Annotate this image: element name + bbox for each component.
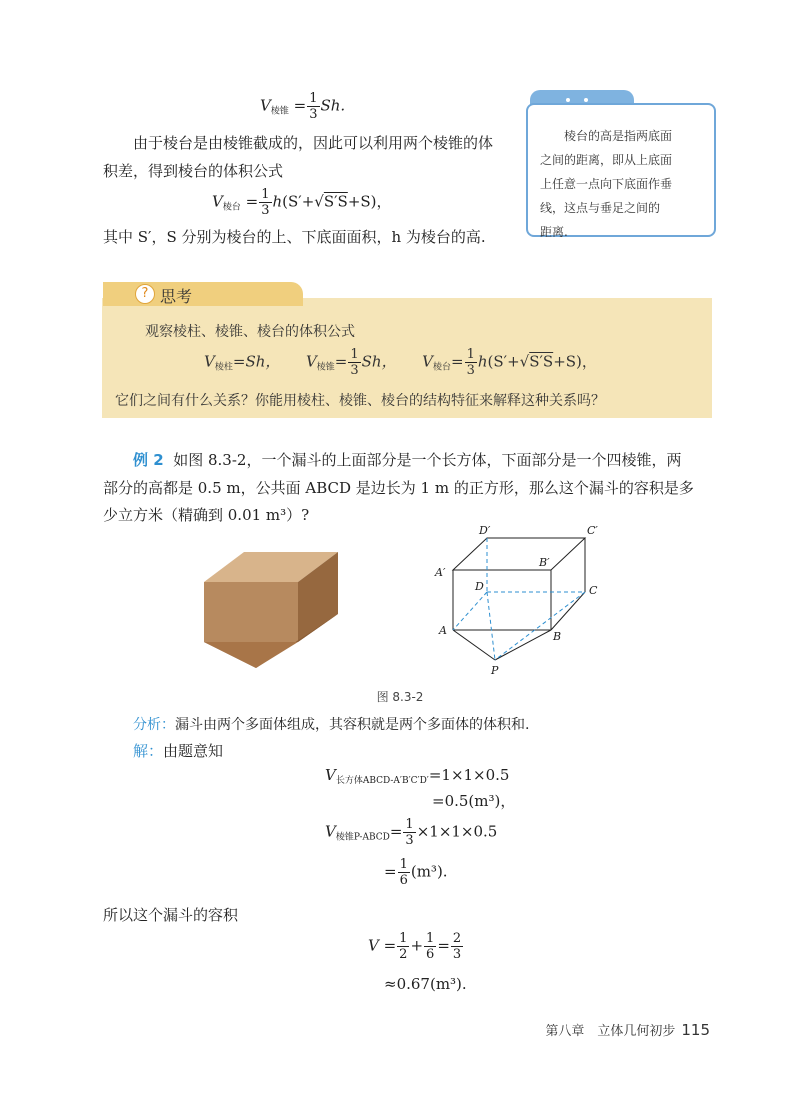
v1-result: =0.5(m³)， xyxy=(432,792,516,810)
analysis-label: 分析： xyxy=(133,717,175,733)
hidden-edge xyxy=(453,592,487,630)
fraction-one-sixth xyxy=(398,858,410,887)
formula-subscript: 棱柱 xyxy=(214,362,233,373)
label-c: C xyxy=(589,584,598,597)
fraction-one-sixth xyxy=(424,932,436,961)
formula-subscript: 棱锥 xyxy=(316,362,335,373)
label-a: A xyxy=(439,624,447,637)
pyramid-rhs: Sh， xyxy=(361,352,397,371)
fraction-one-half xyxy=(397,932,409,961)
label-b-prime: B′ xyxy=(539,556,550,569)
label-a-prime: A′ xyxy=(435,566,446,579)
geometry-figure xyxy=(425,520,615,680)
funnel-front-face xyxy=(204,582,298,642)
think-formulas: $V_{棱柱}=Sh$， $V_{棱锥}=$ $\frac{1}{3}$ Sh， $V_{棱台}=$ $\frac{1}{3}$ h(S′+√S′S+S)， xyxy=(204,347,597,378)
dot-icon xyxy=(584,98,588,102)
hidden-edge xyxy=(487,592,495,660)
formula-subscript: 长方体ABCD-A′B′C′D′ xyxy=(335,776,429,786)
numerator: 1 xyxy=(350,347,359,362)
edge xyxy=(551,592,585,630)
equals-sign: = xyxy=(293,96,307,115)
analysis-line xyxy=(133,714,529,734)
paragraph-line: 其中 S′，S 分别为棱台的上、下底面面积，h 为棱台的高. xyxy=(103,228,486,246)
formula-v: V xyxy=(212,192,223,211)
side-note-line: 之间的距离，即从上底面 xyxy=(540,153,673,167)
fraction-one-third xyxy=(403,818,415,847)
denominator: 3 xyxy=(309,107,318,122)
sqrt-term: S′S xyxy=(323,192,348,211)
analysis-text: 漏斗由两个多面体组成，其容积就是两个多面体的体积和. xyxy=(175,717,530,733)
formula-h: h xyxy=(477,352,488,371)
numerator: 1 xyxy=(466,347,475,362)
funnel-illustration xyxy=(198,540,348,675)
sqrt-term: S′S xyxy=(529,352,554,371)
fraction-one-third xyxy=(465,348,477,377)
example-text: 如图 8.3-2，一个漏斗的上面部分是一个长方体，下面部分是一个四棱锥，两 xyxy=(173,451,682,469)
denominator: 3 xyxy=(350,363,359,378)
solve-line xyxy=(133,740,223,761)
fraction-one-third xyxy=(259,188,271,217)
v2-result xyxy=(384,858,448,887)
label-d: D xyxy=(475,580,484,593)
v2-equation: $V_{棱锥P-ABCD}=$ $\frac{1}{3}$ ×1×1×0.5 xyxy=(325,817,498,848)
question-icon: ? xyxy=(135,284,155,304)
denominator: 3 xyxy=(452,947,462,962)
formula-subscript: 棱锥P-ABCD xyxy=(335,832,390,843)
side-note-line: 上任意一点向下底面作垂 xyxy=(540,177,673,191)
numerator: 1 xyxy=(399,931,408,946)
v1-equation: $V_{长方体ABCD-A'B'C'D'}=1\times 1\times 0.5$ xyxy=(325,766,510,786)
top-face-edges xyxy=(453,538,585,570)
edge xyxy=(453,630,495,660)
formula-subscript: 棱锥 xyxy=(270,106,289,117)
side-note-line: 线，这点与垂足之间的 xyxy=(540,201,661,215)
formula-rhs: Sh. xyxy=(320,96,346,115)
denominator: 3 xyxy=(466,363,475,378)
side-note-line: 距离. xyxy=(540,225,568,239)
equals-sign: = xyxy=(232,352,246,371)
denominator: 3 xyxy=(261,203,270,218)
denominator: 3 xyxy=(405,833,414,848)
formula-subscript: 棱台 xyxy=(433,362,452,373)
fraction-two-thirds xyxy=(451,932,463,961)
side-note-line: 棱台的高是指两底面 xyxy=(564,129,673,143)
denominator: 6 xyxy=(399,873,408,888)
label-c-prime: C′ xyxy=(587,524,598,537)
page-number: 115 xyxy=(681,1021,710,1039)
paragraph-line: 由于棱台是由棱锥截成的，因此可以利用两个棱锥的体 xyxy=(133,134,494,152)
prism-rhs: Sh， xyxy=(245,352,281,371)
solve-text: 由题意知 xyxy=(163,742,224,760)
v2-rhs: ×1×1×0.5 xyxy=(416,822,498,841)
denominator: 2 xyxy=(399,947,408,962)
equals-sign: = xyxy=(451,352,464,371)
label-b: B xyxy=(553,630,562,643)
think-line: 它们之间有什么关系？你能用棱柱、棱锥、棱台的结构特征来解释这种关系吗？ xyxy=(115,393,605,409)
page-footer xyxy=(545,1020,710,1039)
final-result: ≈0.67(m³). xyxy=(384,975,467,993)
formula-v: V xyxy=(260,96,271,115)
solve-label: 解： xyxy=(133,742,164,760)
chapter-title: 第八章 立体几何初步 xyxy=(545,1024,676,1039)
pyramid-volume-formula xyxy=(260,92,345,121)
formula-part: +S)， xyxy=(553,352,597,371)
v2-unit: (m³). xyxy=(410,862,448,881)
formula-part: (S′+ xyxy=(282,192,315,211)
numerator: 1 xyxy=(426,931,435,946)
equals-sign: = xyxy=(245,192,259,211)
v1-rhs: =1×1×0.5 xyxy=(428,766,510,784)
think-tab xyxy=(103,282,303,306)
example-line xyxy=(133,449,681,470)
example-line: 少立方米（精确到 0.01 m³）? xyxy=(103,506,310,524)
label-d-prime: D′ xyxy=(479,524,491,537)
equals-sign: = xyxy=(384,862,397,881)
figure-caption: 图 8.3-2 xyxy=(376,690,424,704)
conclusion-line: 所以这个漏斗的容积 xyxy=(103,906,239,924)
edge xyxy=(495,630,551,660)
denominator: 6 xyxy=(426,947,435,962)
example-label: 例 2 xyxy=(133,451,164,469)
equals-sign: = xyxy=(389,822,403,841)
funnel-pyramid-front xyxy=(204,642,298,668)
paragraph-line: 积差，得到棱台的体积公式 xyxy=(103,162,284,180)
numerator: 1 xyxy=(399,857,408,872)
numerator: 2 xyxy=(452,931,462,946)
frustum-volume-formula: $V_{棱台}$ = $\frac{1}{3}$ h(S′+√S′S+S)， xyxy=(212,187,392,218)
think-title: 思考 xyxy=(160,287,193,306)
fraction-one-third xyxy=(348,348,360,377)
total-lhs: V = xyxy=(368,936,397,955)
formula-part: (S′+ xyxy=(487,352,520,371)
equals-sign: = xyxy=(437,936,450,955)
numerator: 1 xyxy=(261,187,270,202)
formula-part: +S)， xyxy=(347,192,392,211)
formula-h: h xyxy=(272,192,283,211)
numerator: 1 xyxy=(405,817,414,832)
fraction-one-third xyxy=(307,92,319,121)
numerator: 1 xyxy=(309,91,318,106)
label-p: P xyxy=(491,664,499,677)
side-note-text xyxy=(540,124,700,244)
hidden-edge xyxy=(495,592,585,660)
think-line: 观察棱柱、棱锥、棱台的体积公式 xyxy=(145,324,355,340)
plus-sign: + xyxy=(410,936,424,955)
equals-sign: = xyxy=(334,352,348,371)
example-line: 部分的高都是 0.5 m，公共面 ABCD 是边长为 1 m 的正方形，那么这个漏斗的容积是多 xyxy=(103,479,694,497)
formula-subscript: 棱台 xyxy=(222,202,241,213)
dot-icon xyxy=(566,98,570,102)
total-equation xyxy=(368,932,464,961)
